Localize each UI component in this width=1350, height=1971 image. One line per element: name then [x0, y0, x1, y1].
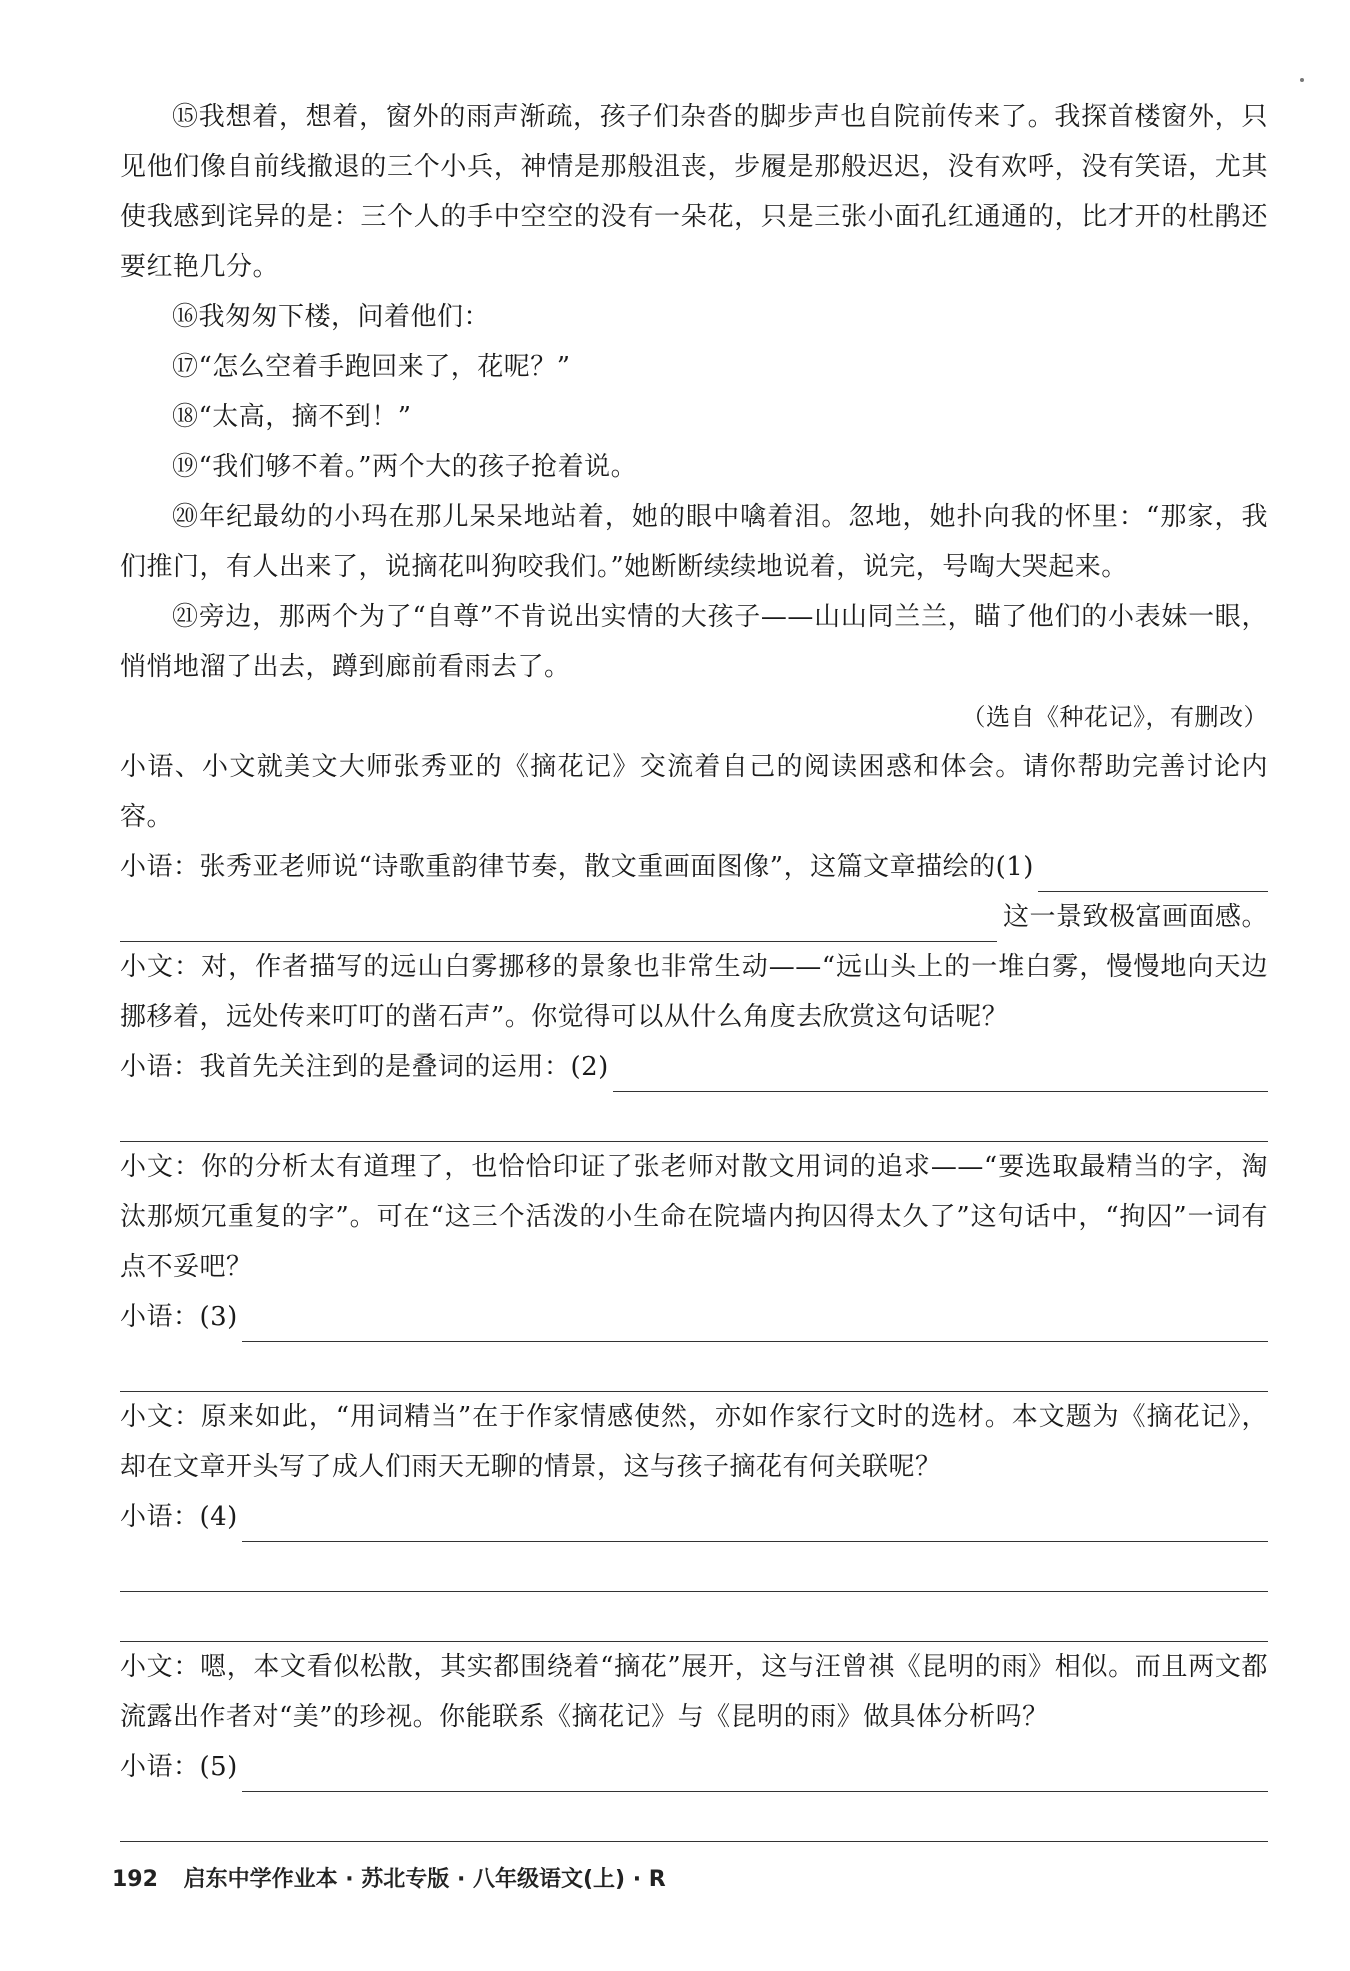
question-intro: 小语、小文就美文大师张秀亚的《摘花记》交流着自己的阅读困惑和体会。请你帮助完善讨论内容。	[120, 752, 1268, 832]
passage-paragraph-19: ⑲“我们够不着。”两个大的孩子抢着说。	[172, 452, 638, 482]
answer-1-blank-1[interactable]	[1038, 853, 1268, 892]
answer-4-row-1	[120, 1492, 1268, 1542]
dialogue-xiaowen-4: 小文：原来如此，“用词精当”在于作家情感使然，亦如作家行文时的选材。本文题为《摘花记》，却在文章开头写了成人们雨天无聊的情景，这与孩子摘花有何关联呢？	[120, 1402, 1268, 1482]
answer-3-label: 小语：(3)	[120, 1302, 238, 1332]
passage-paragraph-16: ⑯我匆匆下楼，问着他们：	[172, 302, 491, 332]
answer-1-label: 小语：张秀亚老师说“诗歌重韵律节奏，散文重画面图像”，这篇文章描绘的(1)	[120, 852, 1034, 882]
source-citation: （选自《种花记》，有删改）	[961, 703, 1268, 731]
answer-2-label: 小语：我首先关注到的是叠词的运用：(2)	[120, 1052, 609, 1082]
answer-5-blank-1[interactable]	[242, 1753, 1268, 1792]
passage-paragraph-20: ⑳年纪最幼的小玛在那儿呆呆地站着，她的眼中噙着泪。忽地，她扑向我的怀里：“那家，我们推门，有人出来了，说摘花叫狗咬我们。”她断断续续地说着，说完，号啕大哭起来。	[120, 502, 1268, 582]
passage-paragraph-17: ⑰“怎么空着手跑回来了，花呢？”	[172, 352, 571, 382]
answer-2-blank-1[interactable]	[613, 1053, 1268, 1092]
answer-1-row-1	[120, 842, 1268, 892]
page-content	[120, 92, 1268, 1842]
answer-1-row-2	[120, 892, 1268, 942]
dialogue-xiaowen-5: 小文：嗯，本文看似松散，其实都围绕着“摘花”展开，这与汪曾祺《昆明的雨》相似。而且两文都流露出作者对“美”的珍视。你能联系《摘花记》与《昆明的雨》做具体分析吗？	[120, 1652, 1268, 1732]
answer-5-label: 小语：(5)	[120, 1752, 238, 1782]
answer-3-blank-1[interactable]	[242, 1303, 1268, 1342]
answer-1-blank-2[interactable]	[120, 903, 997, 942]
answer-4-blank-1[interactable]	[242, 1503, 1268, 1542]
scan-speck	[1300, 78, 1304, 82]
answer-4-blank-3[interactable]	[120, 1592, 1268, 1642]
answer-5-row-1	[120, 1742, 1268, 1792]
page-number: 192	[112, 1867, 158, 1892]
dialogue-xiaowen-3: 小文：你的分析太有道理了，也恰恰印证了张老师对散文用词的追求——“要选取最精当的字，淘汰那烦冗重复的字”。可在“这三个活泼的小生命在院墙内拘囚得太久了”这句话中，“拘囚”一词有点不妥吧？	[120, 1152, 1268, 1282]
answer-3-blank-2[interactable]	[120, 1342, 1268, 1392]
answer-2-blank-2[interactable]	[120, 1092, 1268, 1142]
answer-2-row-1	[120, 1042, 1268, 1092]
passage-paragraph-18: ⑱“太高，摘不到！”	[172, 402, 412, 432]
book-title: 启东中学作业本 · 苏北专版 · 八年级语文(上) · R	[183, 1867, 666, 1892]
answer-4-label: 小语：(4)	[120, 1502, 238, 1532]
passage-paragraph-15: ⑮我想着，想着，窗外的雨声渐疏，孩子们杂沓的脚步声也自院前传来了。我探首楼窗外，只见他们像自前线撤退的三个小兵，神情是那般沮丧，步履是那般迟迟，没有欢呼，没有笑语，尤其使我感到诧异的是：三个人的手中空空的没有一朵花，只是三张小面孔红通通的，比才开的杜鹃还要红艳几分。	[120, 102, 1268, 282]
page-footer	[112, 1862, 666, 1893]
passage-paragraph-21: ㉑旁边，那两个为了“自尊”不肯说出实情的大孩子——山山同兰兰，瞄了他们的小表妹一眼，悄悄地溜了出去，蹲到廊前看雨去了。	[120, 602, 1268, 682]
answer-3-row-1	[120, 1292, 1268, 1342]
answer-5-blank-2[interactable]	[120, 1792, 1268, 1842]
answer-4-blank-2[interactable]	[120, 1542, 1268, 1592]
answer-1-tail: 这一景致极富画面感。	[1002, 902, 1268, 932]
dialogue-xiaowen-2: 小文：对，作者描写的远山白雾挪移的景象也非常生动——“远山头上的一堆白雾，慢慢地向天边挪移着，远处传来叮叮的凿石声”。你觉得可以从什么角度去欣赏这句话呢？	[120, 952, 1268, 1032]
